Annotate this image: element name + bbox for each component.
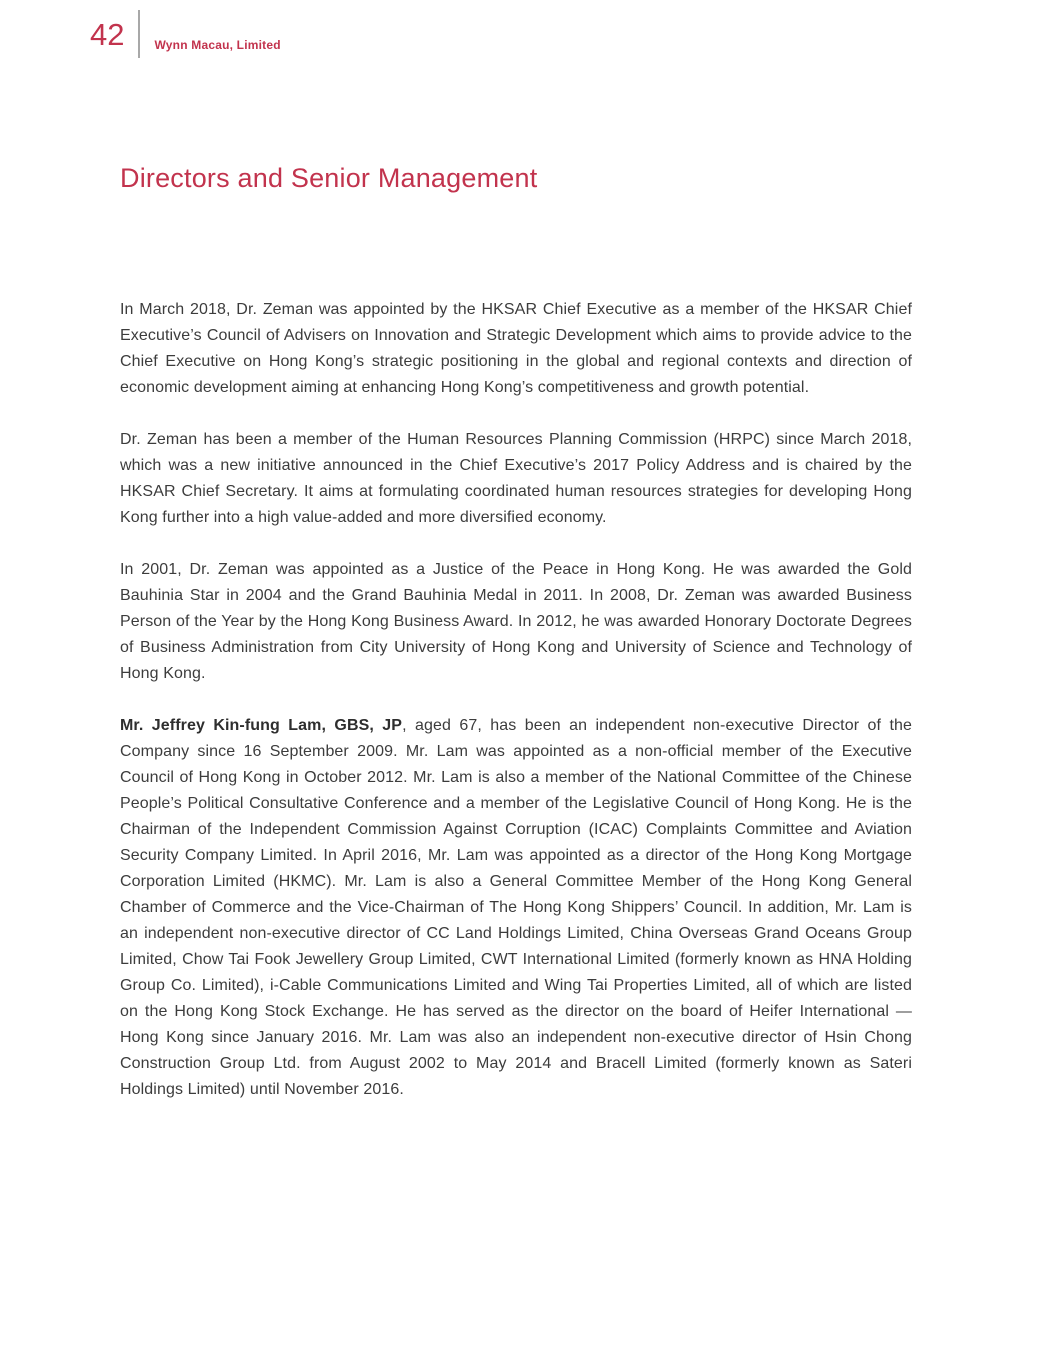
- paragraph-text: , aged 67, has been an independent non-executive Director of the Company since 16 September 2009. Mr. Lam was appointed as a non-official member of the Executive Council of Hong Kong in October 2012. Mr. Lam is also a member of the National Committee of the Chinese People’s Political Consultative Conference and a member of the Legislative Council of Hong Kong. He is the Chairman of the Independent Commission Against Corruption (ICAC) Complaints Committee and Aviation Security Company Limited. In April 2016, Mr. Lam was appointed as a director of the Hong Kong Mortgage Corporation Limited (HKMC). Mr. Lam is also a General Committee Member of the Hong Kong General Chamber of Commerce and the Vice-Chairman of The Hong Kong Shippers’ Council. In addition, Mr. Lam is an independent non-executive director of CC Land Holdings Limited, China Overseas Grand Oceans Group Limited, Chow Tai Fook Jewellery Group Limited, CWT International Limited (formerly known as HNA Holding Group Co. Limited), i-Cable Communications Limited and Wing Tai Properties Limited, all of which are listed on the Hong Kong Stock Exchange. He has served as the director on the board of Heifer International — Hong Kong since January 2016. Mr. Lam was also an independent non-executive director of Hsin Chong Construction Group Ltd. from August 2002 to May 2014 and Bracell Limited (formerly known as Sateri Holdings Limited) until November 2016.: [120, 717, 912, 1098]
- content-area: [120, 163, 912, 1103]
- paragraph-jeffrey-lam: [120, 713, 912, 1103]
- running-header: [90, 10, 281, 58]
- paragraph-text: In 2001, Dr. Zeman was appointed as a Justice of the Peace in Hong Kong. He was awarded the Gold Bauhinia Star in 2004 and the Grand Bauhinia Medal in 2011. In 2008, Dr. Zeman was awarded Business Person of the Year by the Hong Kong Business Award. In 2012, he was awarded Honorary Doctorate Degrees of Business Administration from City University of Hong Kong and University of Science and Technology of Hong Kong.: [120, 561, 912, 682]
- page-title: Directors and Senior Management: [120, 163, 538, 193]
- header-divider: [138, 10, 140, 58]
- paragraph-lead: Mr. Jeffrey Kin-fung Lam, GBS, JP: [120, 717, 403, 734]
- paragraph-zeman-awards: [120, 557, 912, 687]
- paragraph-text: Dr. Zeman has been a member of the Human Resources Planning Commission (HRPC) since March 2018, which was a new initiative announced in the Chief Executive’s 2017 Policy Address and is chaired by the HKSAR Chief Secretary. It aims at formulating coordinated human resources strategies for developing Hong Kong further into a high value-added and more diversified economy.: [120, 431, 912, 526]
- paragraph-zeman-hrpc: [120, 427, 912, 531]
- paragraph-text: In March 2018, Dr. Zeman was appointed by the HKSAR Chief Executive as a member of the HKSAR Chief Executive’s Council of Advisers on Innovation and Strategic Development which aims to provide advice to the Chief Executive on Hong Kong’s strategic positioning in the global and regional contexts and direction of economic development aiming at enhancing Hong Kong’s competitiveness and growth potential.: [120, 301, 912, 396]
- page-number: 42: [90, 17, 125, 52]
- company-name: Wynn Macau, Limited: [154, 38, 281, 52]
- paragraph-zeman-advisers: [120, 297, 912, 401]
- body-copy: [120, 297, 912, 1103]
